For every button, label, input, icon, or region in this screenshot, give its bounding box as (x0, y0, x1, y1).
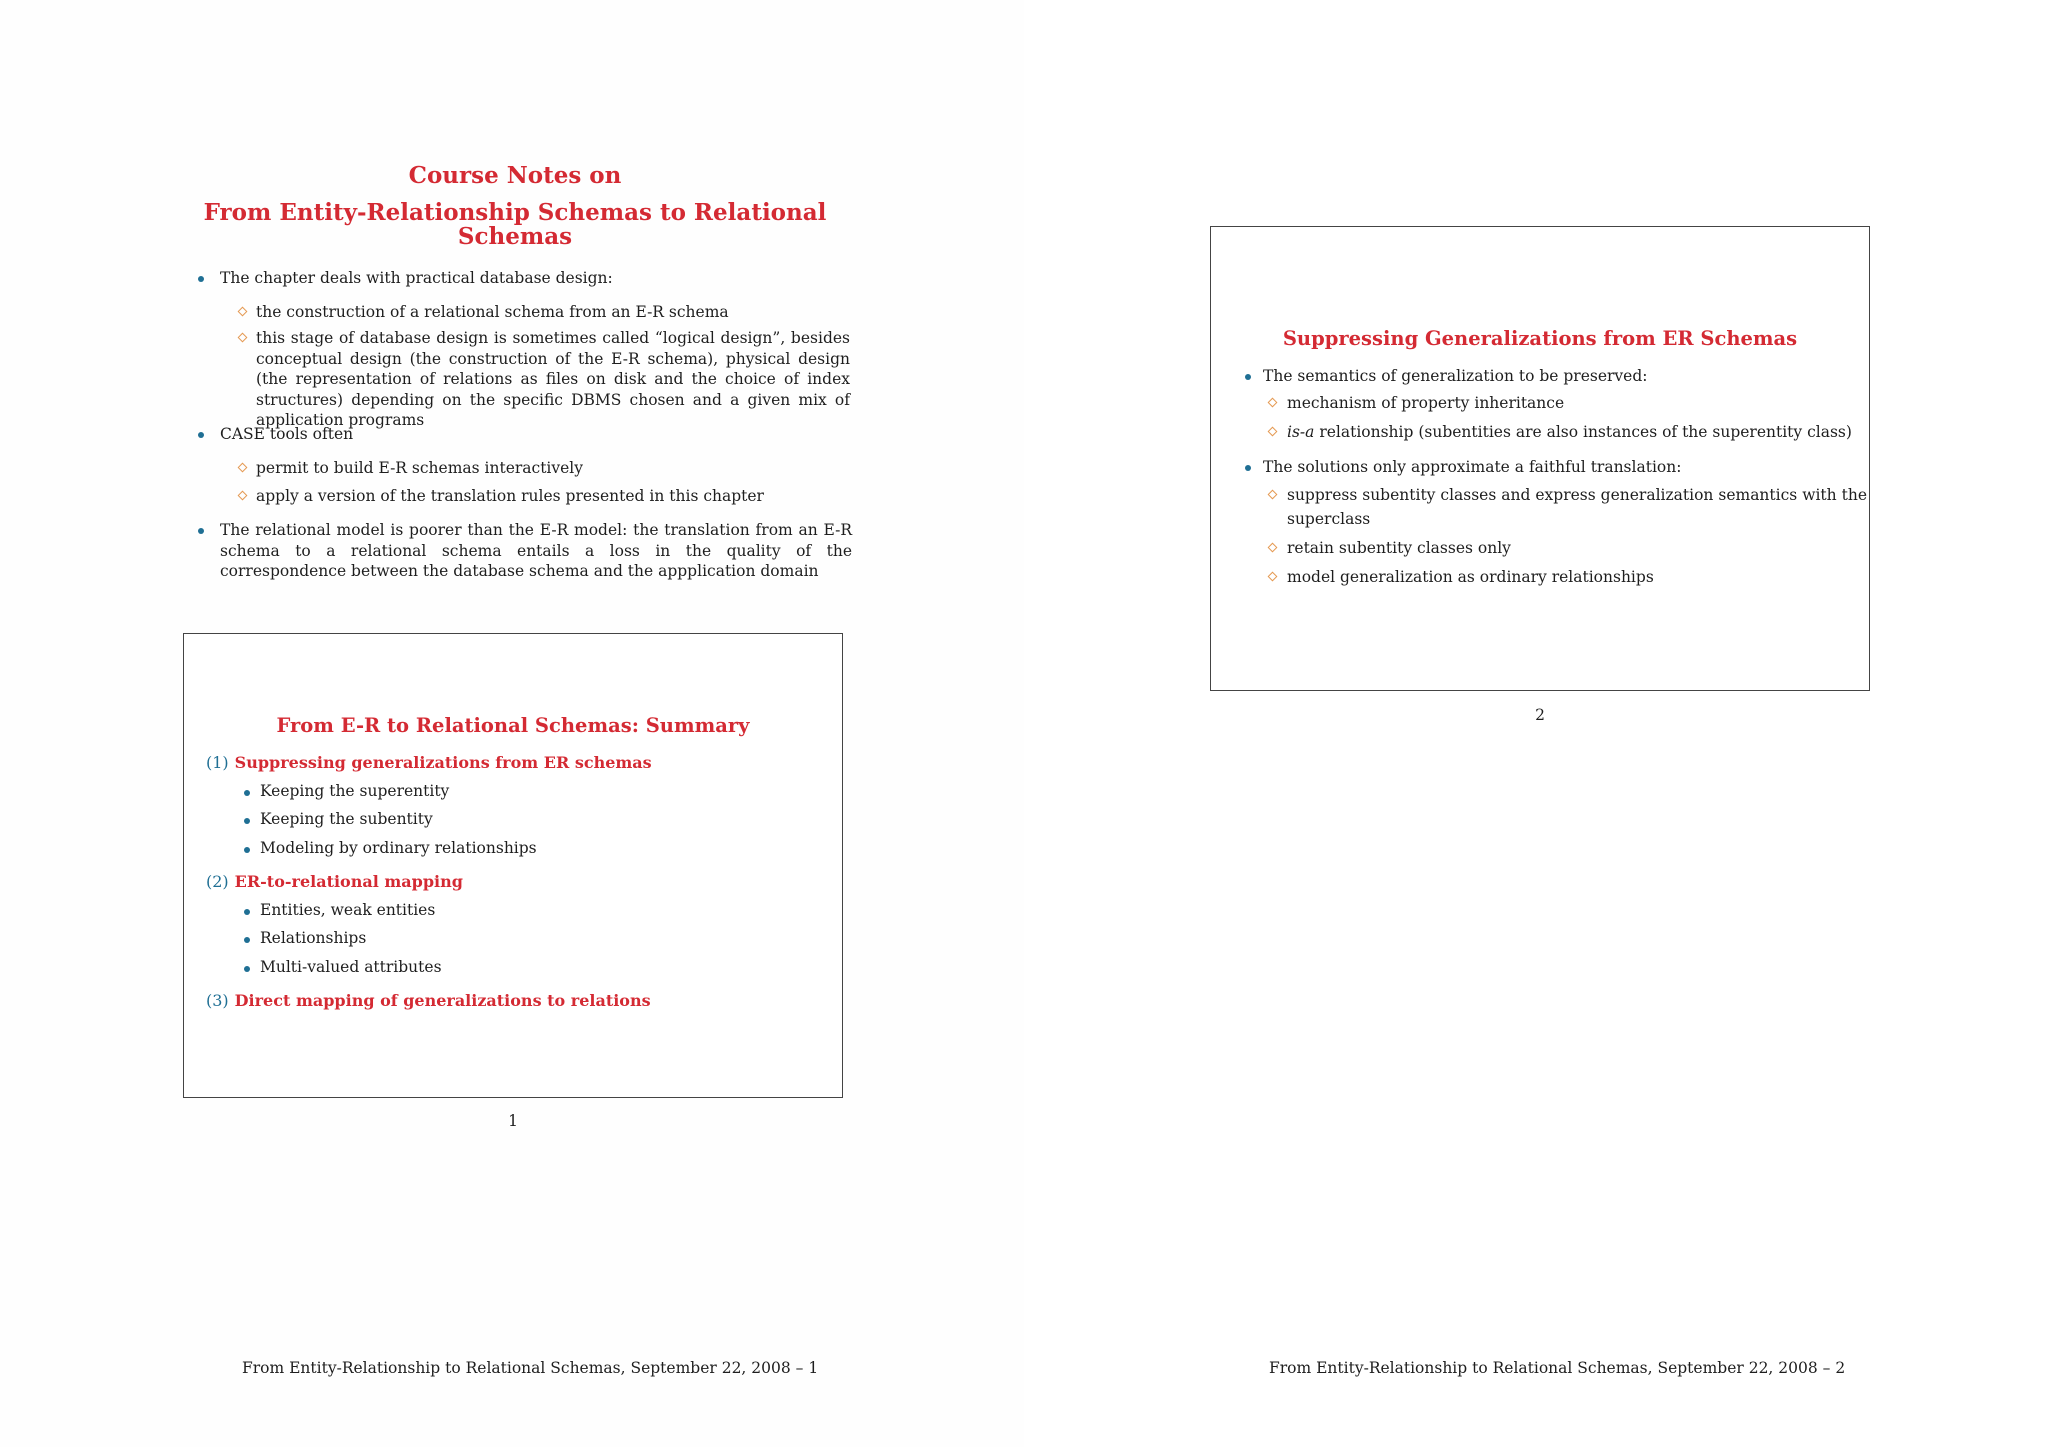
slide-sub-bullet: suppress subentity classes and express generalization semantics with the superclass (1267, 483, 1867, 531)
slide-page-number: 2 (1535, 706, 1545, 724)
slide-bullet-1: The semantics of generalization to be preserved: (1245, 366, 1865, 386)
bullet-icon (244, 909, 250, 915)
summary-section-1: (1) Suppressing generalizations from ER schemas (206, 753, 652, 772)
diamond-icon (238, 307, 248, 317)
bullet-icon (198, 528, 204, 534)
slide-bullet-2: The solutions only approximate a faithful translation: (1245, 457, 1865, 477)
bullet-icon (1245, 374, 1251, 380)
slide-sub-bullet: is-a relationship (subentities are also instances of the superentity class) (1267, 420, 1867, 444)
slide-sub-bullet: retain subentity classes only (1267, 536, 1867, 560)
bullet-icon (244, 847, 250, 853)
intro-sub-bullet: permit to build E-R schemas interactively (236, 458, 850, 479)
summary-section-2: (2) ER-to-relational mapping (206, 872, 463, 891)
diamond-icon (1268, 427, 1278, 437)
diamond-icon (238, 491, 248, 501)
intro-sub-bullet: this stage of database design is sometimes called “logical design”, besides conceptual design (the construction of the E-R schema), physical design (the representation of relations as files on disk and the choice of index structures) depending on the specific DBMS chosen and a given mix of application programs (236, 328, 850, 431)
summary-item: Entities, weak entities (244, 901, 435, 919)
slide-title: Suppressing Generalizations from ER Schemas (1282, 327, 1798, 350)
intro-bullet-1: The chapter deals with practical database design: (202, 268, 852, 289)
intro-sub-bullet: apply a version of the translation rules presented in this chapter (236, 486, 850, 507)
right-page (1024, 0, 2048, 1447)
summary-item: Relationships (244, 929, 366, 947)
summary-item: Modeling by ordinary relationships (244, 839, 537, 857)
document-title-line2: From Entity-Relationship Schemas to Relational Schemas (203, 199, 827, 250)
diamond-icon (1268, 490, 1278, 500)
intro-bullet-3: The relational model is poorer than the E-R model: the translation from an E-R schema to a relational schema entails a loss in the quality of the correspondence between the database schema and the appplication domain (202, 520, 852, 582)
diamond-icon (1268, 572, 1278, 582)
page-footer: From Entity-Relationship to Relational Schemas, September 22, 2008 – 1 (242, 1359, 819, 1377)
slide-1 (183, 633, 843, 1098)
slide-title: From E-R to Relational Schemas: Summary (276, 714, 750, 737)
diamond-icon (1268, 398, 1278, 408)
diamond-icon (1268, 543, 1278, 553)
slide-page-number: 1 (508, 1112, 518, 1130)
intro-bullet-2: CASE tools often (202, 424, 852, 445)
summary-item: Keeping the superentity (244, 782, 449, 800)
page-footer: From Entity-Relationship to Relational Schemas, September 22, 2008 – 2 (1269, 1359, 1846, 1377)
diamond-icon (238, 333, 248, 343)
bullet-icon (198, 276, 204, 282)
summary-item: Keeping the subentity (244, 810, 433, 828)
bullet-icon (244, 790, 250, 796)
bullet-icon (244, 818, 250, 824)
slide-sub-bullet: model generalization as ordinary relationships (1267, 565, 1867, 589)
summary-section-3: (3) Direct mapping of generalizations to relations (206, 991, 651, 1010)
bullet-icon (198, 432, 204, 438)
slide-sub-bullet: mechanism of property inheritance (1267, 391, 1867, 415)
document-title-line1: Course Notes on (408, 162, 622, 189)
diamond-icon (238, 463, 248, 473)
bullet-icon (244, 937, 250, 943)
bullet-icon (244, 966, 250, 972)
bullet-icon (1245, 465, 1251, 471)
summary-item: Multi-valued attributes (244, 958, 442, 976)
slide-2 (1210, 226, 1870, 691)
intro-sub-bullet: the construction of a relational schema from an E-R schema (236, 302, 850, 323)
